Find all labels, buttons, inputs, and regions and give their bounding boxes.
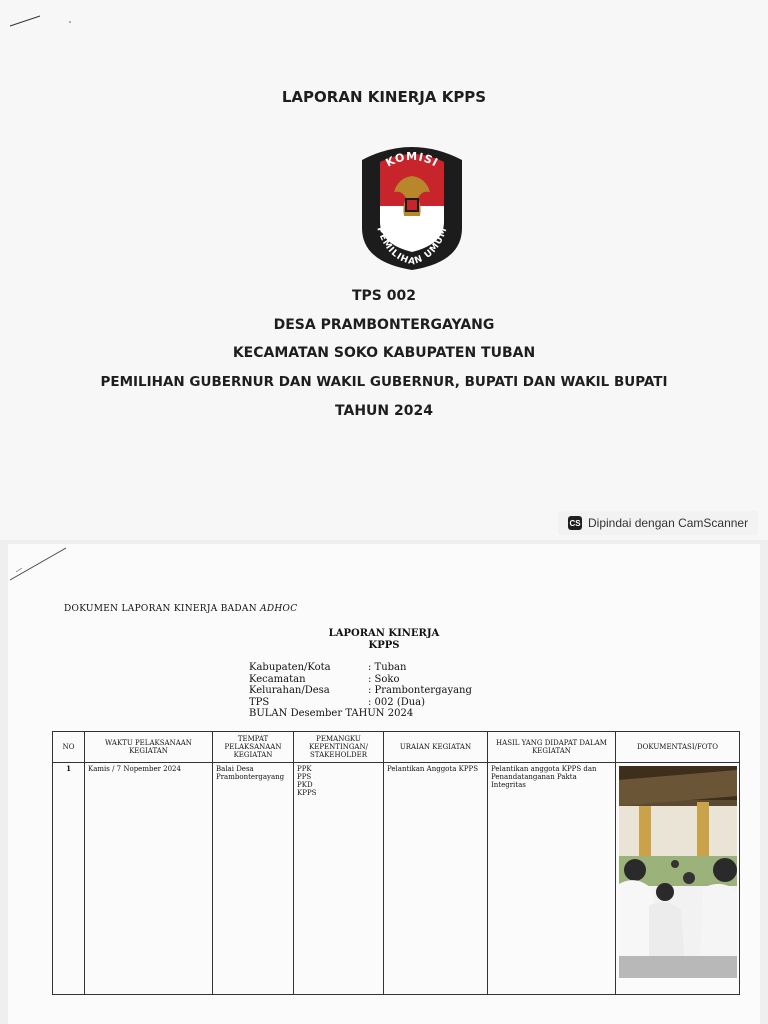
cover-line-desa: DESA PRAMBONTERGAYANG <box>273 317 495 333</box>
cell-tempat: Balai Desa Prambontergayang <box>213 763 294 995</box>
cover-line-tps: TPS 002 <box>352 288 416 304</box>
info-row-kecamatan <box>249 674 472 686</box>
header-hasil: HASIL YANG DIDAPAT DALAM KEGIATAN <box>488 732 616 763</box>
header-uraian: URAIAN KEGIATAN <box>384 732 488 763</box>
info-value: : Prambontergayang <box>368 685 472 696</box>
cover-line-kecamatan: KECAMATAN SOKO KABUPATEN TUBAN <box>232 345 536 361</box>
report-page <box>8 544 760 1024</box>
stakeholder-item: PPS <box>297 773 312 781</box>
header-dokumentasi: DOKUMENTASI/FOTO <box>616 732 740 763</box>
report-title <box>8 628 760 652</box>
info-row-kelurahan <box>249 685 472 697</box>
info-value: : Tuban <box>368 662 407 673</box>
logo-text-top: KOMISI <box>383 149 441 170</box>
cell-waktu: Kamis / 7 Nopember 2024 <box>85 763 213 995</box>
info-value: : Soko <box>368 673 400 685</box>
info-label: Kecamatan <box>249 673 306 685</box>
kpu-logo-icon <box>358 140 466 270</box>
cover-title: LAPORAN KINERJA KPPS <box>281 88 487 106</box>
info-label: Kelurahan/Desa <box>249 685 330 696</box>
photo-documentation-icon <box>619 766 737 978</box>
stakeholder-item: PPK <box>297 765 312 773</box>
cell-dokumentasi <box>616 763 740 995</box>
document-label <box>64 604 297 614</box>
camscanner-label: Dipindai dengan CamScanner <box>588 516 749 530</box>
header-stakeholder: PEMANGKU KEPENTINGAN/ STAKEHOLDER <box>294 732 384 763</box>
table-row <box>53 763 740 995</box>
info-label: Kabupaten/Kota <box>249 662 331 673</box>
cover-line-tahun: TAHUN 2024 <box>335 403 433 419</box>
header-waktu: WAKTU PELAKSANAAN KEGIATAN <box>85 732 213 763</box>
report-title-line2: KPPS <box>368 640 400 651</box>
scan-pen-mark <box>8 544 78 584</box>
table-header-row <box>53 732 740 763</box>
camscanner-badge <box>558 511 758 535</box>
stakeholder-item: KPPS <box>297 789 317 797</box>
logo-text-bottom: PEMILIHAN UMUM <box>374 225 450 268</box>
report-title-line1: LAPORAN KINERJA <box>328 628 440 639</box>
activity-table <box>52 731 740 995</box>
cell-uraian: Pelantikan Anggota KPPS <box>384 763 488 995</box>
cell-no: 1 <box>53 763 85 995</box>
header-no: NO <box>53 732 85 763</box>
document-label-italic: ADHOC <box>260 604 298 614</box>
document-label-text: DOKUMEN LAPORAN KINERJA BADAN <box>64 604 261 614</box>
cell-hasil: Pelantikan anggota KPPS dan Penandatanganan Pakta Integritas <box>488 763 616 995</box>
cover-line-pemilihan: PEMILIHAN GUBERNUR DAN WAKIL GUBERNUR, BUPATI DAN WAKIL BUPATI <box>100 374 668 390</box>
header-tempat: TEMPAT PELAKSANAAN KEGIATAN <box>213 732 294 763</box>
cell-stakeholder <box>294 763 384 995</box>
scan-pen-mark <box>6 8 76 28</box>
info-value: : 002 (Dua) <box>368 696 426 708</box>
info-row-tps <box>249 697 472 709</box>
report-info-block <box>249 662 472 720</box>
info-label: TPS <box>249 696 270 708</box>
camscanner-icon: CS <box>568 516 582 530</box>
info-month-line: BULAN Desember TAHUN 2024 <box>249 708 414 719</box>
stakeholder-item: PKD <box>297 781 313 789</box>
info-row-kabupaten <box>249 662 472 674</box>
